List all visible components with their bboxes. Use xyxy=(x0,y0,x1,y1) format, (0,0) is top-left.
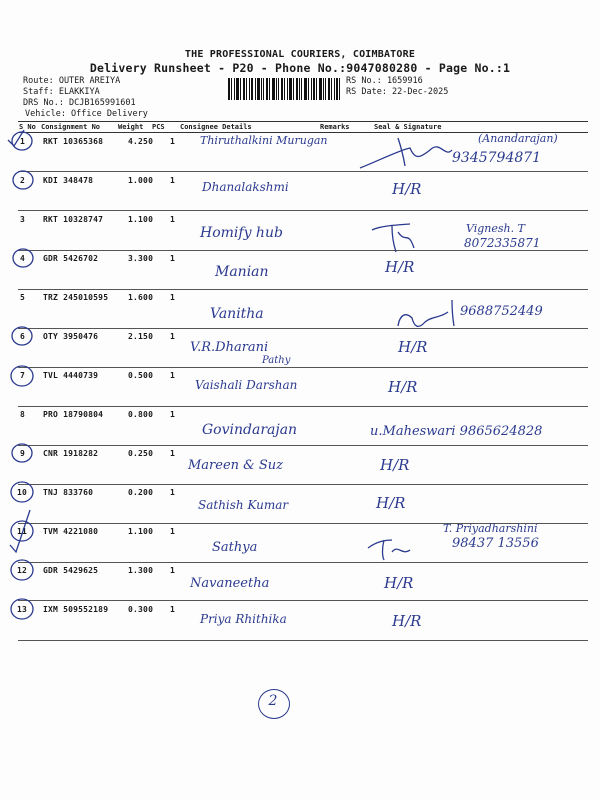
route-line: Route: OUTER AREIYA xyxy=(23,76,121,86)
handwritten-seal-phone: 8072335871 xyxy=(464,236,541,250)
row-consignment: GDR 5429625 xyxy=(43,566,99,575)
row-weight: 0.200 xyxy=(128,488,154,497)
staff-line: Staff: ELAKKIYA xyxy=(23,87,100,97)
row-sno: 2 xyxy=(20,176,26,185)
row-sno: 10 xyxy=(17,488,28,497)
row-pcs: 1 xyxy=(170,371,176,380)
row-sno: 5 xyxy=(20,293,26,302)
row-weight: 4.250 xyxy=(128,137,154,146)
row-pcs: 1 xyxy=(170,410,176,419)
row-consignment: RKT 10328747 xyxy=(43,215,104,224)
handwritten-seal-phone: 98437 13556 xyxy=(452,536,539,551)
row-sno: 1 xyxy=(20,137,26,146)
row-sno: 7 xyxy=(20,371,26,380)
row-weight: 1.600 xyxy=(128,293,154,302)
row-sno: 4 xyxy=(20,254,26,263)
handwritten-seal-phone: 9345794871 xyxy=(452,150,542,166)
handwritten-consignee: Vaishali Darshan xyxy=(195,378,298,392)
row-weight: 0.300 xyxy=(128,605,154,614)
handwritten-consignee: Priya Rhithika xyxy=(200,612,287,626)
row-sno: 11 xyxy=(17,527,28,536)
row-consignment: PRO 18790804 xyxy=(43,410,104,419)
row-sno: 13 xyxy=(17,605,28,614)
handwritten-seal-hr: H/R xyxy=(392,612,422,630)
handwritten-consignee: Manian xyxy=(215,264,269,280)
handwritten-seal-phone: 9688752449 xyxy=(460,304,543,319)
rs-number: RS No.: 1659916 xyxy=(346,76,423,86)
row-weight: 1.000 xyxy=(128,176,154,185)
company-name: THE PROFESSIONAL COURIERS, COIMBATORE xyxy=(184,49,416,60)
row-pcs: 1 xyxy=(170,137,176,146)
row-weight: 1.100 xyxy=(128,527,154,536)
row-sno: 3 xyxy=(20,215,26,224)
row-consignment: TVL 4440739 xyxy=(43,371,99,380)
row-pcs: 1 xyxy=(170,176,176,185)
handwritten-consignee: Homify hub xyxy=(200,225,283,241)
handwritten-consignee: Dhanalakshmi xyxy=(202,180,289,194)
col-consignee: Consignee Details xyxy=(180,123,252,131)
drs-line: DRS No.: DCJB165991601 xyxy=(23,98,136,108)
handwritten-consignee: Pathy xyxy=(262,355,291,366)
row-consignment: RKT 10365368 xyxy=(43,137,104,146)
row-pcs: 1 xyxy=(170,293,176,302)
row-sno: 12 xyxy=(17,566,28,575)
handwritten-seal-hr: H/R xyxy=(380,456,410,474)
row-weight: 2.150 xyxy=(128,332,154,341)
rs-date: RS Date: 22-Dec-2025 xyxy=(346,87,449,97)
vehicle-line: Vehicle: Office Delivery xyxy=(25,109,148,119)
handwritten-seal-hr: H/R xyxy=(388,378,418,396)
handwritten-seal-hr: H/R xyxy=(392,180,422,198)
row-consignment: IXM 509552189 xyxy=(43,605,109,614)
handwritten-consignee: Thiruthalkini Murugan xyxy=(200,134,328,147)
row-weight: 0.500 xyxy=(128,371,154,380)
handwritten-seal-name: T. Priyadharshini xyxy=(443,522,538,535)
row-consignment: TRZ 245010595 xyxy=(43,293,109,302)
handwritten-consignee: Govindarajan xyxy=(202,422,298,438)
handwritten-seal-hr: H/R xyxy=(398,338,428,356)
col-remarks: Remarks xyxy=(320,123,350,131)
handwritten-seal-hr: H/R xyxy=(384,574,414,592)
row-consignment: KDI 348478 xyxy=(43,176,94,185)
row-weight: 3.300 xyxy=(128,254,154,263)
row-weight: 1.300 xyxy=(128,566,154,575)
row-consignment: TNJ 833760 xyxy=(43,488,94,497)
handwritten-seal-hr: H/R xyxy=(385,258,415,276)
handwritten-consignee: Mareen & Suz xyxy=(188,458,283,473)
row-sno: 9 xyxy=(20,449,26,458)
handwritten-seal-signature: u.Maheswari 9865624828 xyxy=(370,424,543,439)
row-weight: 1.100 xyxy=(128,215,154,224)
handwritten-consignee: Sathya xyxy=(212,540,258,555)
handwritten-consignee: V.R.Dharani xyxy=(190,340,269,355)
row-pcs: 1 xyxy=(170,527,176,536)
row-pcs: 1 xyxy=(170,566,176,575)
row-pcs: 1 xyxy=(170,488,176,497)
col-sno: S No xyxy=(19,123,36,131)
col-consignment: Consignment No xyxy=(41,123,101,131)
row-pcs: 1 xyxy=(170,254,176,263)
row-pcs: 1 xyxy=(170,449,176,458)
col-pcs: PCS xyxy=(152,123,165,131)
row-pcs: 1 xyxy=(170,605,176,614)
handwritten-consignee: Vanitha xyxy=(210,306,264,322)
row-weight: 0.250 xyxy=(128,449,154,458)
row-pcs: 1 xyxy=(170,332,176,341)
handwritten-page-number: 2 xyxy=(268,693,278,709)
row-consignment: TVM 4221080 xyxy=(43,527,99,536)
handwritten-seal-hr: H/R xyxy=(376,494,406,512)
col-seal: Seal & Signature xyxy=(374,123,442,131)
row-sno: 8 xyxy=(20,410,26,419)
row-weight: 0.800 xyxy=(128,410,154,419)
row-consignment: CNR 1918282 xyxy=(43,449,99,458)
row-consignment: GDR 5426702 xyxy=(43,254,99,263)
row-sno: 6 xyxy=(20,332,26,341)
handwritten-seal-name: Vignesh. T xyxy=(466,222,525,235)
handwritten-consignee: Sathish Kumar xyxy=(198,498,289,512)
row-consignment: OTY 3950476 xyxy=(43,332,99,341)
handwritten-seal-note: (Anandarajan) xyxy=(478,132,558,145)
row-pcs: 1 xyxy=(170,215,176,224)
runsheet-title: Delivery Runsheet - P20 - Phone No.:9047080280 - Page No.:1 xyxy=(89,61,511,75)
col-weight: Weight xyxy=(118,123,144,131)
handwritten-consignee: Navaneetha xyxy=(190,576,270,591)
